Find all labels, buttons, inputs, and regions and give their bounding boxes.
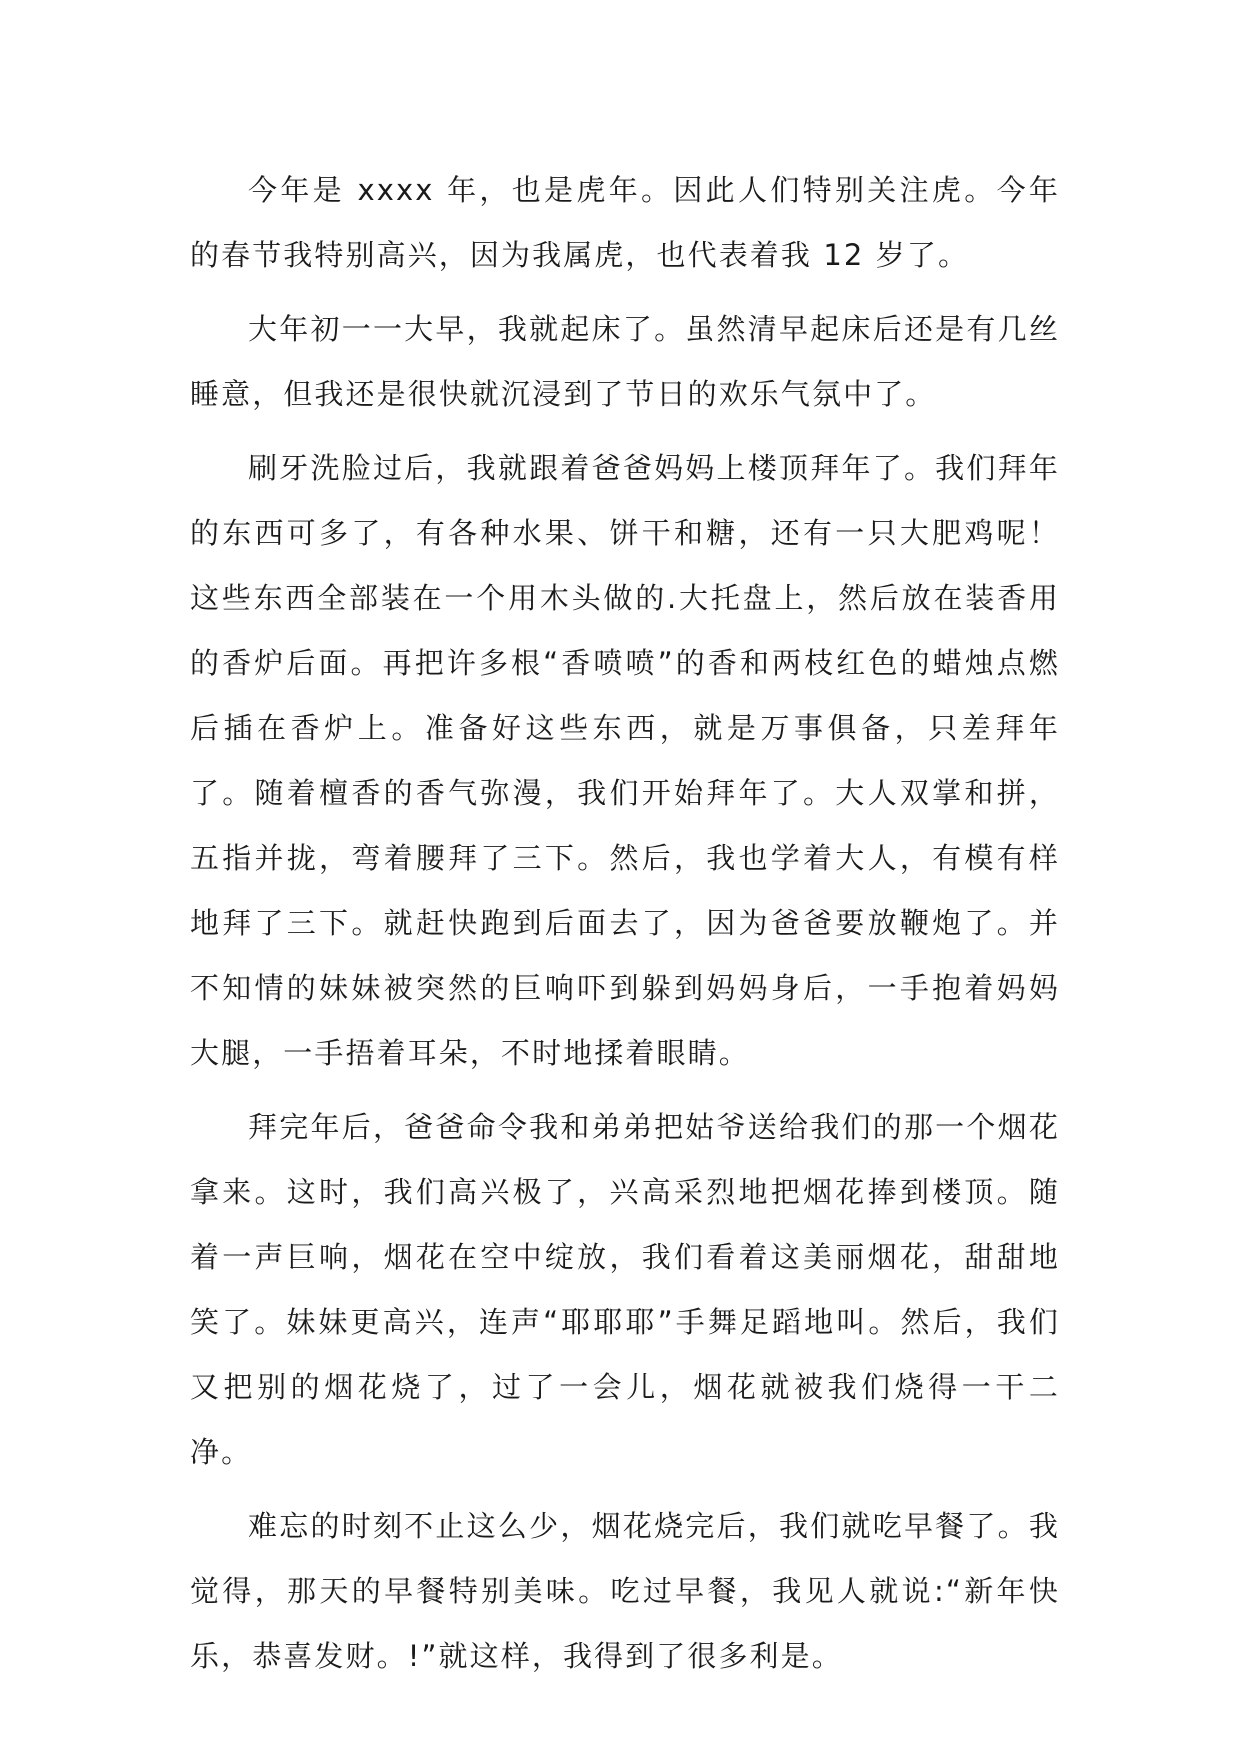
paragraph: 难忘的时刻不止这么少，烟花烧完后，我们就吃早餐了。我觉得，那天的早餐特别美味。吃过早餐，我见人就说:“新年快乐，恭喜发财。!”就这样，我得到了很多利是。 <box>190 1509 1060 1673</box>
paragraph: 拜完年后，爸爸命令我和弟弟把姑爷送给我们的那一个烟花拿来。这时，我们高兴极了，兴高采烈地把烟花捧到楼顶。随着一声巨响，烟花在空中绽放，我们看着这美丽烟花，甜甜地笑了。妹妹更高兴，连声“耶耶耶”手舞足蹈地叫。然后，我们又把别的烟花烧了，过了一会儿，烟花就被我们烧得一干二净。 <box>190 1110 1060 1469</box>
paragraph: 今年是 xxxx 年，也是虎年。因此人们特别关注虎。今年的春节我特别高兴，因为我属虎，也代表着我 12 岁了。 <box>190 173 1060 272</box>
document-body <box>190 158 1060 1698</box>
paragraph: 大年初一一大早，我就起床了。虽然清早起床后还是有几丝睡意，但我还是很快就沉浸到了节日的欢乐气氛中了。 <box>190 312 1060 411</box>
paragraph: 刷牙洗脸过后，我就跟着爸爸妈妈上楼顶拜年了。我们拜年的东西可多了，有各种水果、饼干和糖，还有一只大肥鸡呢！这些东西全部装在一个用木头做的.大托盘上，然后放在装香用的香炉后面。再把许多根“香喷喷”的香和两枝红色的蜡烛点燃后插在香炉上。准备好这些东西，就是万事俱备，只差拜年了。随着檀香的香气弥漫，我们开始拜年了。大人双掌和拼，五指并拢，弯着腰拜了三下。然后，我也学着大人，有模有样地拜了三下。就赶快跑到后面去了，因为爸爸要放鞭炮了。并不知情的妹妹被突然的巨响吓到躲到妈妈身后，一手抱着妈妈大腿，一手捂着耳朵，不时地揉着眼睛。 <box>190 451 1060 1070</box>
